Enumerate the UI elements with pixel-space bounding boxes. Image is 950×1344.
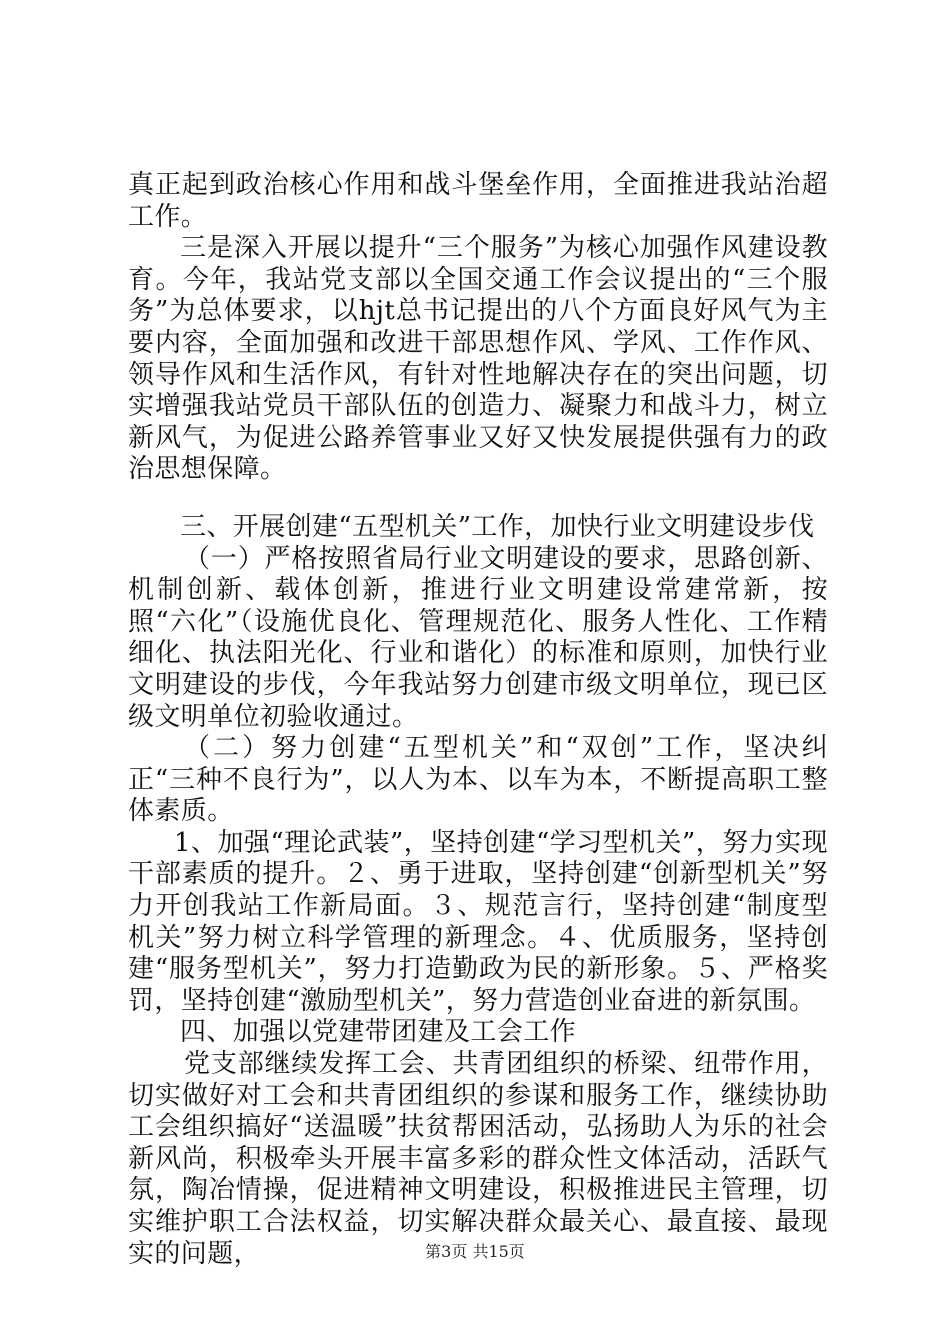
paragraph-item-2: （二）努力创建“五型机关”和“双创”工作，坚决纠正“三种不良行为”，以人为本、以车为本，不断提高职工整体素质。: [128, 733, 828, 827]
page-footer: 第3页 共15页: [425, 1242, 525, 1261]
paragraph-style-education: 三是深入开展以提升“三个服务”为核心加强作风建设教育。今年，我站党支部以全国交通工作会议提出的“三个服务”为总体要求，以hjt总书记提出的八个方面良好风气为主要内容，全面加强和改进干部思想作风、学风、工作作风、领导作风和生活作风，有针对性地解决存在的突出问题，切实增强我站党员干部队伍的创造力、凝聚力和战斗力，树立新风气，为促进公路养管事业又好又快发展提供强有力的政治思想保障。: [128, 233, 828, 485]
document-body: [128, 170, 828, 1270]
paragraph-continuation: 真正起到政治核心作用和战斗堡垒作用，全面推进我站治超工作。: [128, 170, 828, 232]
paragraph-five-types: 1、加强“理论武装”，坚持创建“学习型机关”，努力实现干部素质的提升。２、勇于进取，坚持创建“创新型机关”努力开创我站工作新局面。３、规范言行，坚持创建“制度型机关”努力树立科学管理的新理念。４、优质服务，坚持创建“服务型机关”，努力打造勤政为民的新形象。５、严格奖罚，坚持创建“激励型机关”，努力营造创业奋进的新氛围。: [128, 827, 828, 1016]
section-heading-4: 四、加强以党建带团建及工会工作: [180, 1017, 577, 1048]
section-heading-3: 三、开展创建“五型机关”工作，加快行业文明建设步伐: [180, 511, 815, 542]
paragraph-item-1: （一）严格按照省局行业文明建设的要求，思路创新、机制创新、载体创新，推进行业文明建设常建常新，按照“六化”（设施优良化、管理规范化、服务人性化、工作精细化、执法阳光化、行业和谐化）的标准和原则，加快行业文明建设的步伐，今年我站努力创建市级文明单位，现已区级文明单位初验收通过。: [128, 543, 828, 732]
paragraph-union-work: 党支部继续发挥工会、共青团组织的桥梁、纽带作用，切实做好对工会和共青团组织的参谋和服务工作，继续协助工会组织搞好“送温暖”扶贫帮困活动，弘扬助人为乐的社会新风尚，积极牵头开展丰富多彩的群众性文体活动，活跃气氛，陶冶情操，促进精神文明建设，积极推进民主管理，切实维护职工合法权益，切实解决群众最关心、最直接、最现实的问题，: [128, 1049, 828, 1269]
